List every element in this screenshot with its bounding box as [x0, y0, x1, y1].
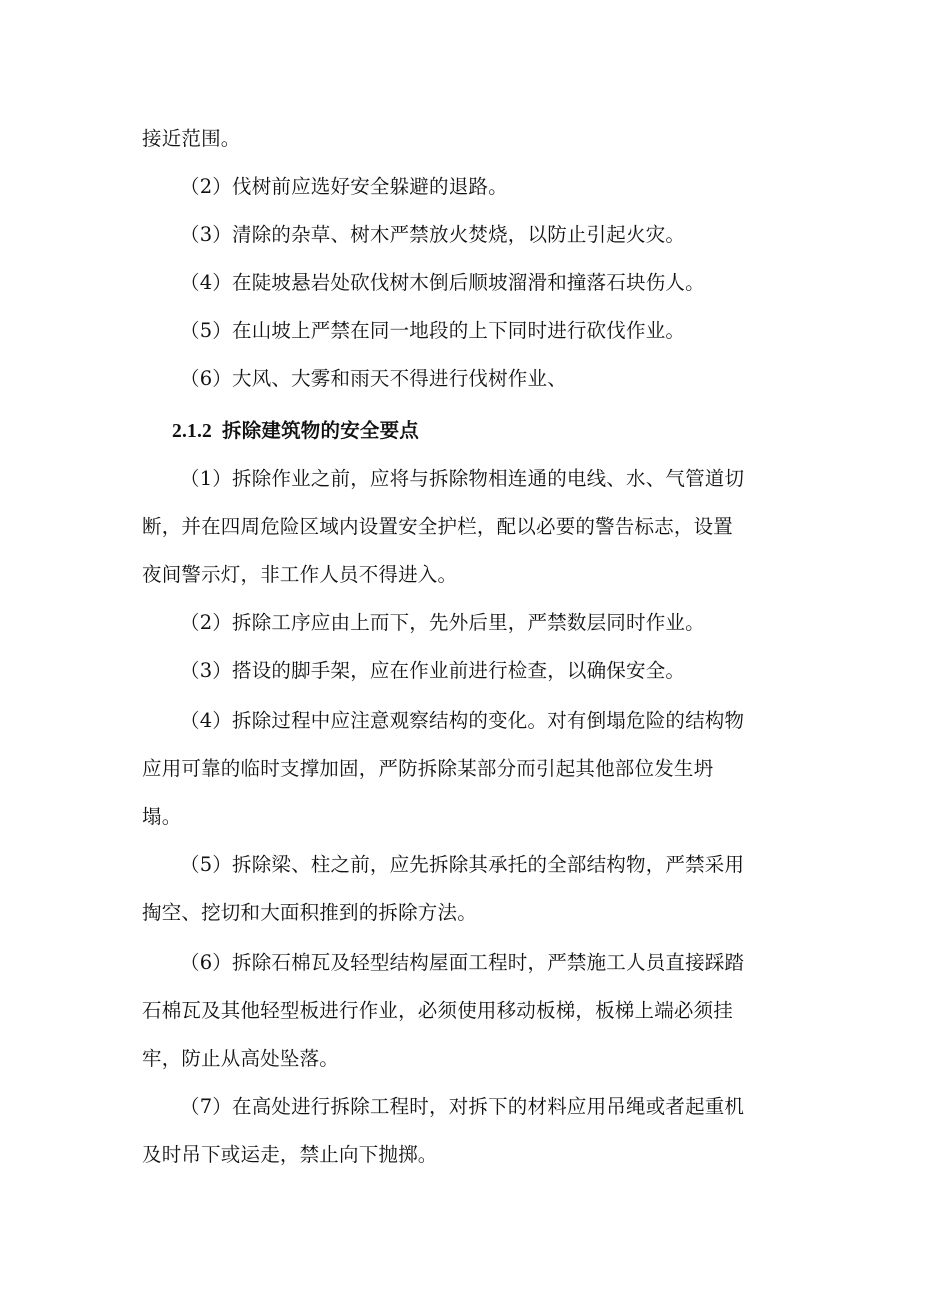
paragraph-continuation: 接近范围。	[142, 127, 241, 150]
list-item: （3）搭设的脚手架，应在作业前进行检查，以确保安全。	[180, 659, 686, 682]
section-number: 2.1.2	[172, 421, 212, 442]
list-item-continuation: 石棉瓦及其他轻型板进行作业，必须使用移动板梯，板梯上端必须挂	[142, 999, 734, 1022]
list-item: （5）在山坡上严禁在同一地段的上下同时进行砍伐作业。	[180, 319, 686, 342]
list-item-continuation: 塌。	[142, 805, 182, 828]
list-item: （7）在高处进行拆除工程时，对拆下的材料应用吊绳或者起重机	[180, 1095, 745, 1118]
list-item: （5）拆除梁、柱之前，应先拆除其承托的全部结构物，严禁采用	[180, 853, 745, 876]
list-item: （6）大风、大雾和雨天不得进行伐树作业、	[180, 367, 567, 390]
list-item-continuation: 应用可靠的临时支撑加固，严防拆除某部分而引起其他部位发生坍	[142, 757, 714, 780]
list-item: （2）伐树前应选好安全躲避的退路。	[180, 175, 508, 198]
section-heading	[172, 418, 822, 445]
list-item-continuation: 夜间警示灯，非工作人员不得进入。	[142, 563, 458, 586]
list-item-continuation: 牢，防止从高处坠落。	[142, 1047, 340, 1070]
list-item: （3）清除的杂草、树木严禁放火焚烧，以防止引起火灾。	[180, 223, 686, 246]
list-item: （6）拆除石棉瓦及轻型结构屋面工程时，严禁施工人员直接踩踏	[180, 951, 745, 974]
list-item: （1）拆除作业之前，应将与拆除物相连通的电线、水、气管道切	[180, 467, 745, 490]
list-item-continuation: 断，并在四周危险区域内设置安全护栏，配以必要的警告标志，设置	[142, 515, 734, 538]
list-item: （4）在陡坡悬岩处砍伐树木倒后顺坡溜滑和撞落石块伤人。	[180, 271, 705, 294]
list-item-continuation: 掏空、挖切和大面积推到的拆除方法。	[142, 901, 477, 924]
list-item: （4）拆除过程中应注意观察结构的变化。对有倒塌危险的结构物	[180, 709, 745, 732]
list-item: （2）拆除工序应由上而下，先外后里，严禁数层同时作业。	[180, 611, 705, 634]
list-item-continuation: 及时吊下或运走，禁止向下抛掷。	[142, 1143, 438, 1166]
section-title: 拆除建筑物的安全要点	[222, 419, 420, 442]
